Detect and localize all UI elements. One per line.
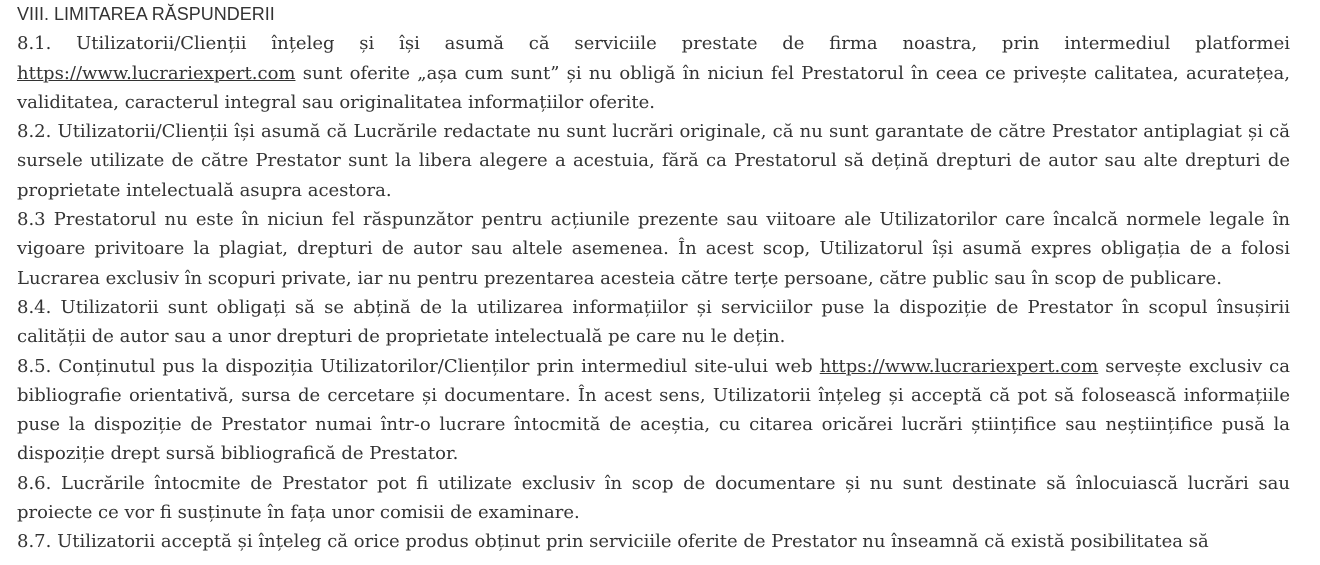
paragraph-8-5-text-end: servește exclusiv ca bibliografie orientativă, sursa de cercetare și documentare. În acest sens, Utilizatorii înțeleg și acceptă că pot să folosească informațiile puse la dispoziție de Prestator numai într-o lucrare întocmită de aceștia, cu citarea oricărei lucrări științifice sau neștiințifice pusă la dispoziție drept sursă bibliografică de Prestator. (17, 355, 1290, 465)
site-link-2[interactable]: https://www.lucrariexpert.com (819, 355, 1099, 377)
paragraph-8-6: 8.6. Lucrările întocmite de Prestator pot fi utilizate exclusiv în scop de documentare și nu sunt destinate să înlocuiască lucrări sau proiecte ce vor fi susținute în fața unor comisii de examinare. (17, 472, 1290, 524)
site-link[interactable]: https://www.lucrariexpert.com (17, 62, 296, 84)
document-body (17, 0, 1290, 557)
paragraph-8-3: 8.3 Prestatorul nu este în niciun fel răspunzător pentru acțiunile prezente sau viitoare ale Utilizatorilor care încalcă normele legale în vigoare privitoare la plagiat, drepturi de autor sau altele asemenea. În acest scop, Utilizatorul își asumă expres obligația de a folosi Lucrarea exclusiv în scopuri private, iar nu pentru prezentarea acesteia către terțe persoane, către public sau în scop de publicare. (17, 209, 1290, 289)
paragraph-8-5 (17, 352, 1290, 469)
section-heading: VIII. LIMITAREA RĂSPUNDERII (17, 4, 275, 24)
paragraph-8-1 (17, 29, 1290, 117)
paragraph-8-5-text-start: 8.5. Conținutul pus la dispoziția Utilizatorilor/Clienților prin intermediul site-ului web (17, 355, 820, 377)
paragraph-8-4: 8.4. Utilizatorii sunt obligați să se abțină de la utilizarea informațiilor și serviciilor puse la dispoziție de Prestator în scopul însușirii calității de autor sau a unor drepturi de proprietate intelectuală pe care nu le dețin. (17, 296, 1290, 348)
paragraph-8-2: 8.2. Utilizatorii/Clienții își asumă că Lucrările redactate nu sunt lucrări originale, că nu sunt garantate de către Prestator antiplagiat și că sursele utilizate de către Prestator sunt la libera alegere a acestuia, fără ca Prestatorul să dețină drepturi de autor sau alte drepturi de proprietate intelectuală asupra acestora. (17, 121, 1290, 201)
paragraph-8-7-partial: 8.7. Utilizatorii acceptă și înțeleg că orice produs obținut prin serviciile oferite de Prestator nu înseamnă că există posibilitatea să (17, 531, 1209, 553)
paragraph-8-1-text-start: 8.1. Utilizatorii/Clienții înțeleg și își asumă că serviciile prestate de firma noastra, prin intermediul platformei (17, 33, 1290, 55)
paragraph-8-1-text-end: sunt oferite „așa cum sunt” și nu obligă în niciun fel Prestatorul în ceea ce privește calitatea, acuratețea, validitatea, caracterul integral sau originalitatea informațiilor oferite. (17, 62, 1290, 113)
